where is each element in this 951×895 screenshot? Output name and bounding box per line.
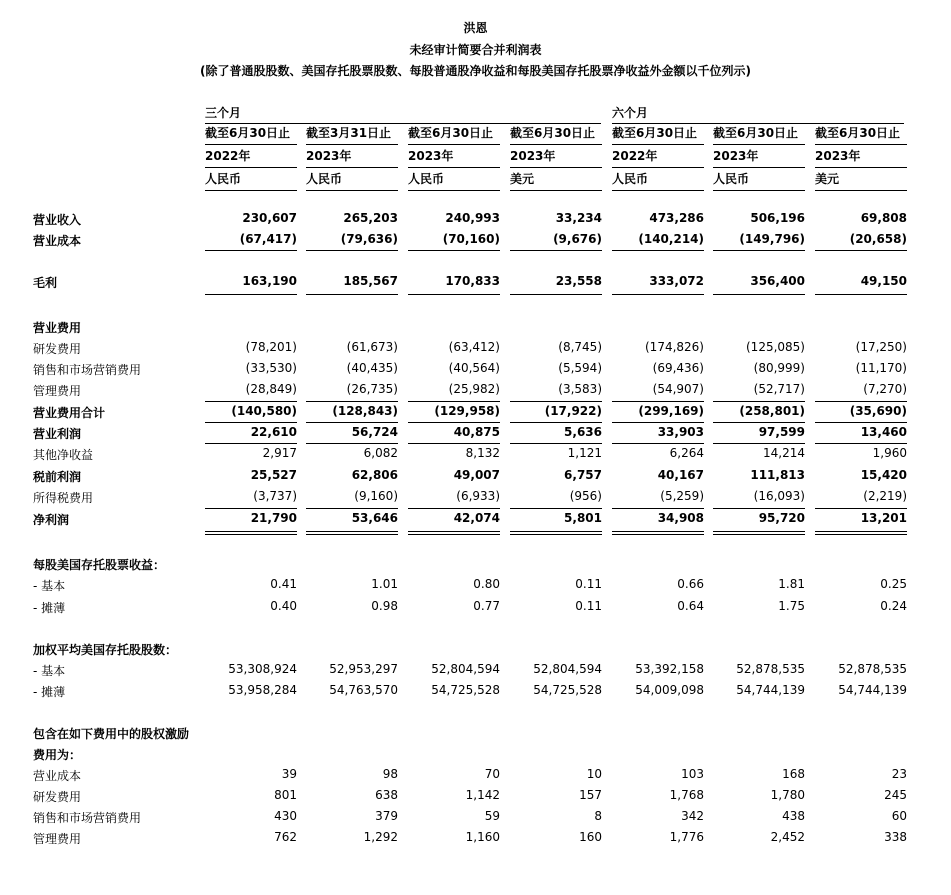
cell-value: 13,460 [860, 425, 907, 439]
cell-value: (125,085) [746, 340, 805, 354]
single-rule [510, 508, 602, 509]
column-header-currency: 人民币 [205, 168, 297, 191]
cell-value: (140,214) [638, 232, 704, 246]
column-header-currency: 美元 [815, 168, 907, 191]
table-row [0, 229, 951, 250]
cell-value: 5,801 [564, 511, 602, 525]
cell-value: 33,903 [657, 425, 704, 439]
cell-value: 0.11 [575, 577, 602, 591]
cell-value: (79,636) [340, 232, 398, 246]
column-header-period: 截至6月30日止 [713, 122, 805, 145]
cell-value: 40,167 [657, 468, 704, 482]
single-rule [713, 401, 805, 402]
column-header-currency: 人民币 [306, 168, 398, 191]
cell-value: (70,160) [442, 232, 500, 246]
cell-value: 54,763,570 [329, 683, 398, 697]
cell-value: 333,072 [649, 274, 704, 288]
single-rule [408, 294, 500, 295]
single-rule [713, 443, 805, 444]
cell-value: (6,933) [456, 489, 500, 503]
table-row [0, 764, 951, 785]
statement-title: 未经审计简要合并利润表 [409, 43, 542, 57]
cell-value: (25,982) [448, 382, 500, 396]
cell-value: 245 [884, 788, 907, 802]
column-header [612, 122, 704, 191]
cell-value: (299,169) [638, 404, 704, 418]
single-rule [306, 508, 398, 509]
cell-value: (17,250) [855, 340, 907, 354]
cell-value: 111,813 [750, 468, 805, 482]
cell-value: 2,917 [262, 446, 297, 460]
single-rule [408, 250, 500, 251]
cell-value: 23 [891, 767, 907, 781]
single-rule [205, 508, 297, 509]
company-name: 洪恩 [463, 21, 488, 35]
cell-value: 52,804,594 [533, 662, 602, 676]
cell-value: 54,744,139 [838, 683, 907, 697]
cell-value: (3,583) [558, 382, 602, 396]
row-label: 其他净收益 [33, 448, 94, 462]
cell-value: (11,170) [855, 361, 907, 375]
cell-value: 356,400 [750, 274, 805, 288]
column-header-currency: 美元 [510, 168, 602, 191]
cell-value: 0.41 [270, 577, 297, 591]
row-label: - 基本 [33, 664, 66, 678]
table-row [0, 574, 951, 595]
table-row [0, 806, 951, 827]
period-six-months: 六个月 [612, 104, 904, 124]
table-row [0, 722, 951, 743]
cell-value: 33,234 [555, 211, 602, 225]
cell-value: 1,121 [567, 446, 602, 460]
cell-value: 21,790 [250, 511, 297, 525]
row-label: - 摊薄 [33, 685, 66, 699]
cell-value: (28,849) [245, 382, 297, 396]
double-rule [510, 531, 602, 535]
cell-value: (69,436) [652, 361, 704, 375]
row-label: 包含在如下费用中的股权激励 [33, 727, 190, 741]
cell-value: 1,768 [669, 788, 704, 802]
table-row [0, 465, 951, 486]
cell-value: 54,725,528 [431, 683, 500, 697]
cell-value: 168 [782, 767, 805, 781]
single-rule [408, 443, 500, 444]
cell-value: (5,594) [558, 361, 602, 375]
row-label: 营业费用合计 [33, 406, 106, 420]
cell-value: 0.66 [677, 577, 704, 591]
cell-value: 0.64 [677, 599, 704, 613]
column-header [713, 122, 805, 191]
cell-value: (26,735) [346, 382, 398, 396]
cell-value: 473,286 [649, 211, 704, 225]
cell-value: (67,417) [239, 232, 297, 246]
cell-value: 103 [681, 767, 704, 781]
cell-value: 801 [274, 788, 297, 802]
single-rule [815, 508, 907, 509]
cell-value: 160 [579, 830, 602, 844]
column-header-currency: 人民币 [713, 168, 805, 191]
row-label: 销售和市场营销费用 [33, 811, 142, 825]
cell-value: 69,808 [860, 211, 907, 225]
cell-value: 0.77 [473, 599, 500, 613]
table-row [0, 358, 951, 379]
cell-value: 1,292 [363, 830, 398, 844]
column-header-year: 2023年 [306, 145, 398, 168]
cell-value: 0.25 [880, 577, 907, 591]
column-header-year: 2022年 [205, 145, 297, 168]
column-header-period: 截至6月30日止 [612, 122, 704, 145]
column-header-year: 2023年 [510, 145, 602, 168]
cell-value: (3,737) [253, 489, 297, 503]
cell-value: 0.24 [880, 599, 907, 613]
cell-value: 1,780 [770, 788, 805, 802]
cell-value: (7,270) [863, 382, 907, 396]
cell-value: (35,690) [849, 404, 907, 418]
cell-value: 40,875 [453, 425, 500, 439]
cell-value: 762 [274, 830, 297, 844]
cell-value: 54,009,098 [635, 683, 704, 697]
cell-value: 6,264 [669, 446, 704, 460]
cell-value: 2,452 [770, 830, 805, 844]
table-row [0, 208, 951, 229]
cell-value: 53,646 [351, 511, 398, 525]
cell-value: 1,960 [872, 446, 907, 460]
row-label: 营业成本 [33, 234, 82, 248]
single-rule [205, 250, 297, 251]
single-rule [408, 422, 500, 423]
double-rule [408, 531, 500, 535]
row-label: 营业利润 [33, 427, 82, 441]
column-header-currency: 人民币 [612, 168, 704, 191]
cell-value: (63,412) [448, 340, 500, 354]
double-rule [612, 531, 704, 535]
single-rule [408, 508, 500, 509]
cell-value: 70 [484, 767, 500, 781]
table-row [0, 422, 951, 443]
cell-value: (80,999) [753, 361, 805, 375]
cell-value: (61,673) [346, 340, 398, 354]
row-label: 营业费用 [33, 321, 82, 335]
cell-value: 638 [375, 788, 398, 802]
cell-value: (2,219) [863, 489, 907, 503]
row-label: - 摊薄 [33, 601, 66, 615]
table-row [0, 553, 951, 574]
cell-value: 13,201 [860, 511, 907, 525]
row-label: 营业收入 [33, 213, 82, 227]
cell-value: (16,093) [753, 489, 805, 503]
single-rule [612, 443, 704, 444]
cell-value: 265,203 [343, 211, 398, 225]
column-header-year: 2023年 [815, 145, 907, 168]
single-rule [612, 422, 704, 423]
row-label: 每股美国存托股票收益： [33, 558, 166, 572]
cell-value: 157 [579, 788, 602, 802]
cell-value: (128,843) [332, 404, 398, 418]
cell-value: 1.75 [778, 599, 805, 613]
cell-value: 22,610 [250, 425, 297, 439]
single-rule [205, 422, 297, 423]
cell-value: 5,636 [564, 425, 602, 439]
single-rule [612, 508, 704, 509]
cell-value: 240,993 [445, 211, 500, 225]
column-header-currency: 人民币 [408, 168, 500, 191]
column-header-year: 2022年 [612, 145, 704, 168]
single-rule [306, 250, 398, 251]
cell-value: 0.80 [473, 577, 500, 591]
cell-value: (129,958) [434, 404, 500, 418]
cell-value: 39 [281, 767, 297, 781]
row-label: 净利润 [33, 513, 70, 527]
cell-value: (258,801) [739, 404, 805, 418]
cell-value: 54,725,528 [533, 683, 602, 697]
cell-value: 6,757 [564, 468, 602, 482]
cell-value: 10 [586, 767, 602, 781]
row-label: 毛利 [33, 276, 58, 290]
cell-value: 56,724 [351, 425, 398, 439]
column-header-period: 截至6月30日止 [815, 122, 907, 145]
cell-value: (54,907) [652, 382, 704, 396]
cell-value: (5,259) [660, 489, 704, 503]
cell-value: 52,953,297 [329, 662, 398, 676]
column-header [408, 122, 500, 191]
cell-value: 60 [891, 809, 907, 823]
row-label: 所得税费用 [33, 491, 94, 505]
statement-subtitle: (除了普通股股数、美国存托股票股数、每股普通股净收益和每股美国存托股票净收益外金额以千位列示) [200, 64, 751, 78]
cell-value: 8 [594, 809, 602, 823]
cell-value: 1,160 [465, 830, 500, 844]
cell-value: (40,564) [448, 361, 500, 375]
table-row [0, 486, 951, 507]
single-rule [510, 443, 602, 444]
cell-value: 62,806 [351, 468, 398, 482]
cell-value: 6,082 [363, 446, 398, 460]
single-rule [713, 422, 805, 423]
cell-value: 163,190 [242, 274, 297, 288]
table-row [0, 638, 951, 659]
single-rule [510, 422, 602, 423]
single-rule [306, 443, 398, 444]
cell-value: (149,796) [739, 232, 805, 246]
table-row [0, 508, 951, 529]
cell-value: 52,804,594 [431, 662, 500, 676]
column-header [205, 122, 297, 191]
cell-value: 52,878,535 [838, 662, 907, 676]
single-rule [510, 250, 602, 251]
cell-value: (9,676) [553, 232, 602, 246]
cell-value: 342 [681, 809, 704, 823]
single-rule [612, 401, 704, 402]
cell-value: 49,007 [453, 468, 500, 482]
double-rule [713, 531, 805, 535]
table-row [0, 785, 951, 806]
row-label: - 基本 [33, 579, 66, 593]
table-row [0, 271, 951, 292]
cell-value: 1,142 [465, 788, 500, 802]
row-label: 费用为： [33, 748, 82, 762]
cell-value: 23,558 [555, 274, 602, 288]
single-rule [815, 294, 907, 295]
cell-value: (9,160) [354, 489, 398, 503]
single-rule [815, 250, 907, 251]
cell-value: (8,745) [558, 340, 602, 354]
cell-value: 98 [382, 767, 398, 781]
cell-value: 438 [782, 809, 805, 823]
column-header-period: 截至6月30日止 [510, 122, 602, 145]
cell-value: (174,826) [645, 340, 704, 354]
row-label: 营业成本 [33, 769, 82, 783]
single-rule [612, 294, 704, 295]
single-rule [306, 401, 398, 402]
cell-value: 95,720 [758, 511, 805, 525]
cell-value: 15,420 [860, 468, 907, 482]
single-rule [713, 250, 805, 251]
single-rule [306, 422, 398, 423]
column-header-year: 2023年 [713, 145, 805, 168]
period-three-months: 三个月 [205, 104, 601, 124]
single-rule [815, 401, 907, 402]
cell-value: 0.11 [575, 599, 602, 613]
cell-value: 25,527 [250, 468, 297, 482]
cell-value: 53,392,158 [635, 662, 704, 676]
table-row [0, 443, 951, 464]
single-rule [510, 401, 602, 402]
single-rule [612, 250, 704, 251]
column-header-period: 截至6月30日止 [205, 122, 297, 145]
single-rule [306, 294, 398, 295]
cell-value: 170,833 [445, 274, 500, 288]
column-header-period: 截至3月31日止 [306, 122, 398, 145]
cell-value: 42,074 [453, 511, 500, 525]
single-rule [815, 422, 907, 423]
double-rule [815, 531, 907, 535]
table-row [0, 827, 951, 848]
cell-value: 97,599 [758, 425, 805, 439]
table-row [0, 379, 951, 400]
table-row [0, 401, 951, 422]
single-rule [205, 294, 297, 295]
cell-value: 1,776 [669, 830, 704, 844]
cell-value: (20,658) [849, 232, 907, 246]
cell-value: 430 [274, 809, 297, 823]
table-row [0, 659, 951, 680]
cell-value: 59 [484, 809, 500, 823]
cell-value: (52,717) [753, 382, 805, 396]
row-label: 管理费用 [33, 384, 82, 398]
column-header [815, 122, 907, 191]
cell-value: 230,607 [242, 211, 297, 225]
table-row [0, 743, 951, 764]
cell-value: 53,958,284 [228, 683, 297, 697]
double-rule [205, 531, 297, 535]
cell-value: 49,150 [860, 274, 907, 288]
cell-value: (140,580) [231, 404, 297, 418]
table-row [0, 680, 951, 701]
row-label: 研发费用 [33, 342, 82, 356]
table-row [0, 316, 951, 337]
cell-value: 54,744,139 [736, 683, 805, 697]
cell-value: (78,201) [245, 340, 297, 354]
cell-value: (40,435) [346, 361, 398, 375]
cell-value: 14,214 [763, 446, 805, 460]
cell-value: (17,922) [544, 404, 602, 418]
row-label: 研发费用 [33, 790, 82, 804]
column-header-period: 截至6月30日止 [408, 122, 500, 145]
cell-value: (33,530) [245, 361, 297, 375]
single-rule [205, 443, 297, 444]
column-header [510, 122, 602, 191]
cell-value: 8,132 [465, 446, 500, 460]
cell-value: 52,878,535 [736, 662, 805, 676]
cell-value: 506,196 [750, 211, 805, 225]
row-label: 税前利润 [33, 470, 82, 484]
cell-value: 185,567 [343, 274, 398, 288]
double-rule [306, 531, 398, 535]
cell-value: 1.81 [778, 577, 805, 591]
single-rule [205, 401, 297, 402]
column-header [306, 122, 398, 191]
cell-value: 0.40 [270, 599, 297, 613]
single-rule [713, 294, 805, 295]
cell-value: 338 [884, 830, 907, 844]
single-rule [815, 443, 907, 444]
table-row [0, 337, 951, 358]
row-label: 销售和市场营销费用 [33, 363, 142, 377]
cell-value: 0.98 [371, 599, 398, 613]
single-rule [510, 294, 602, 295]
cell-value: 1.01 [371, 577, 398, 591]
single-rule [713, 508, 805, 509]
cell-value: 379 [375, 809, 398, 823]
cell-value: 34,908 [657, 511, 704, 525]
table-row [0, 596, 951, 617]
row-label: 加权平均美国存托股股数： [33, 643, 178, 657]
row-label: 管理费用 [33, 832, 82, 846]
single-rule [408, 401, 500, 402]
column-header-year: 2023年 [408, 145, 500, 168]
cell-value: 53,308,924 [228, 662, 297, 676]
cell-value: (956) [569, 489, 602, 503]
